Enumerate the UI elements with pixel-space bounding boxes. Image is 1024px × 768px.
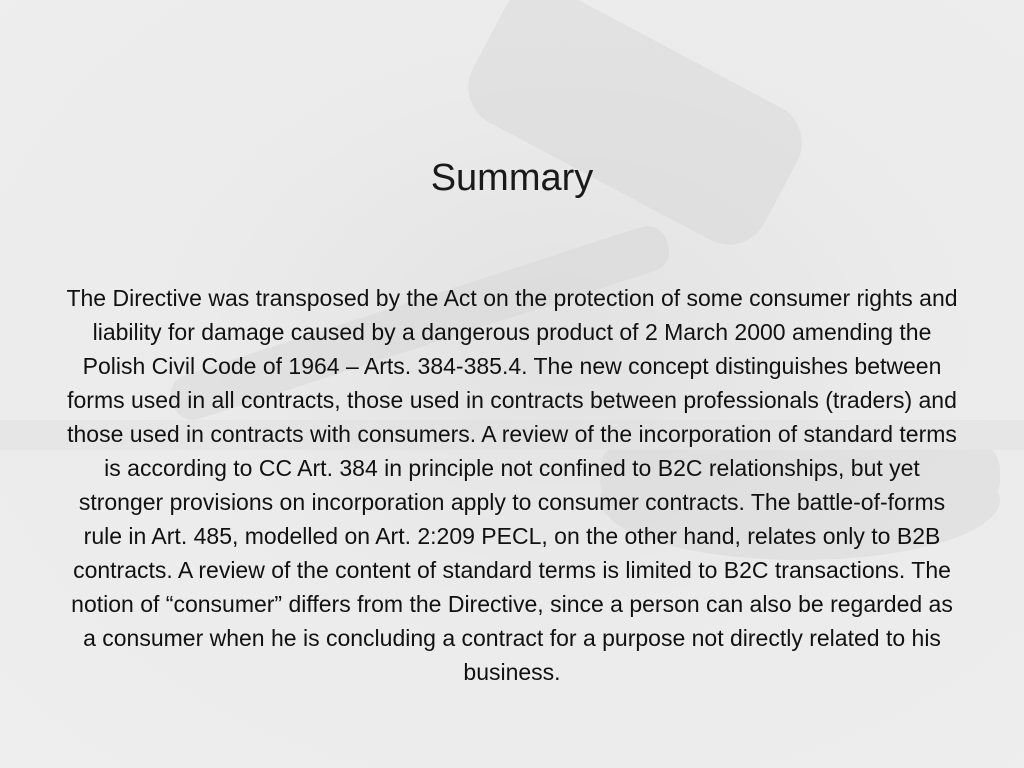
slide-title: Summary [430,157,594,199]
slide-body-text: The Directive was transposed by the Act on the protection of some consumer rights and liability for damage caused by a dangerous product of 2 March 2000 amending the Polish Civil Code of 1964 – Arts. 384-385.4. The new concept distinguishes between forms used in all contracts, those used in contracts between professionals (traders) and those used in contracts with consumers. A review of the incorporation of standard terms is according to CC Art. 384 in principle not confined to B2C relationships, but yet stronger provisions on incorporation apply to consumer contracts. The battle-of-forms rule in Art. 485, modelled on Art. 2:209 PECL, on the other hand, relates only to B2B contracts. A review of the content of standard terms is limited to B2C transactions. The notion of “consumer” differs from the Directive, since a person can also be regarded as a consumer when he is concluding a contract for a purpose not directly related to his business. [66,285,958,685]
